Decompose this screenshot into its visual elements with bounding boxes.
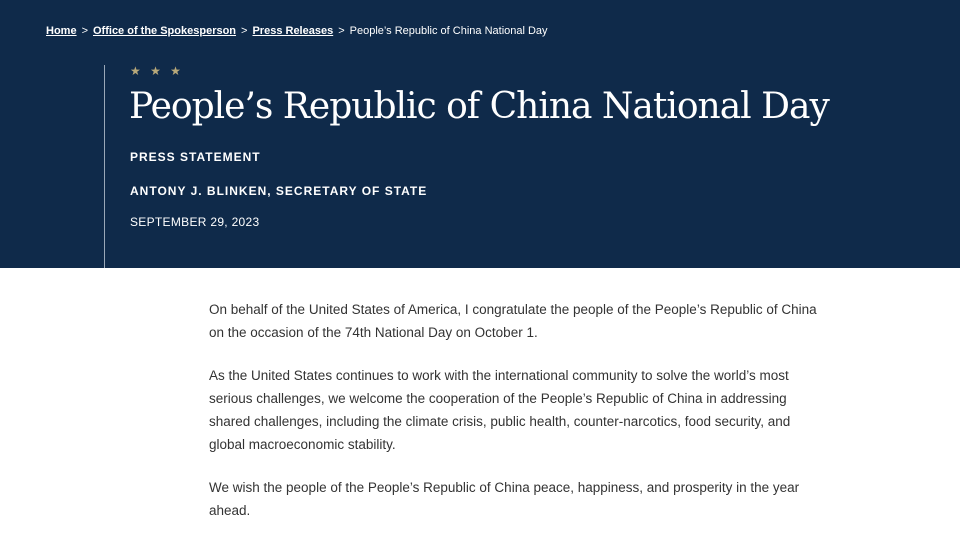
breadcrumb — [46, 25, 548, 37]
statement-date: SEPTEMBER 29, 2023 — [130, 215, 260, 229]
breadcrumb-separator: > — [81, 25, 88, 37]
body-paragraph-3: We wish the people of the People’s Republic of China peace, happiness, and prosperity in the year ahead. — [209, 480, 800, 518]
page-title: People’s Republic of China National Day — [129, 86, 829, 127]
stars-icon: ★ ★ ★ — [130, 64, 184, 78]
breadcrumb-separator: > — [241, 25, 248, 37]
breadcrumb-link-press-releases[interactable]: Press Releases — [252, 25, 334, 37]
breadcrumb-link-home[interactable]: Home — [46, 25, 77, 37]
statement-type: PRESS STATEMENT — [130, 150, 261, 164]
statement-author: ANTONY J. BLINKEN, SECRETARY OF STATE — [130, 184, 428, 198]
body-paragraph-2: As the United States continues to work with the international community to solve the world’s most serious challenges, we welcome the cooperation of the People’s Republic of China in addressing shared challenges, including the climate crisis, public health, counter-narcotics, food security, and global macroeconomic stability. — [209, 368, 791, 452]
statement-body — [209, 298, 824, 542]
breadcrumb-link-office-of-the-spokesperson[interactable]: Office of the Spokesperson — [93, 25, 237, 37]
body-paragraph-1: On behalf of the United States of America, I congratulate the people of the People’s Republic of China on the occasion of the 74th National Day on October 1. — [209, 302, 817, 340]
breadcrumb-current: People’s Republic of China National Day — [349, 25, 548, 37]
breadcrumb-separator: > — [338, 25, 345, 37]
hero-divider-line — [104, 65, 105, 268]
hero-banner — [0, 0, 960, 268]
